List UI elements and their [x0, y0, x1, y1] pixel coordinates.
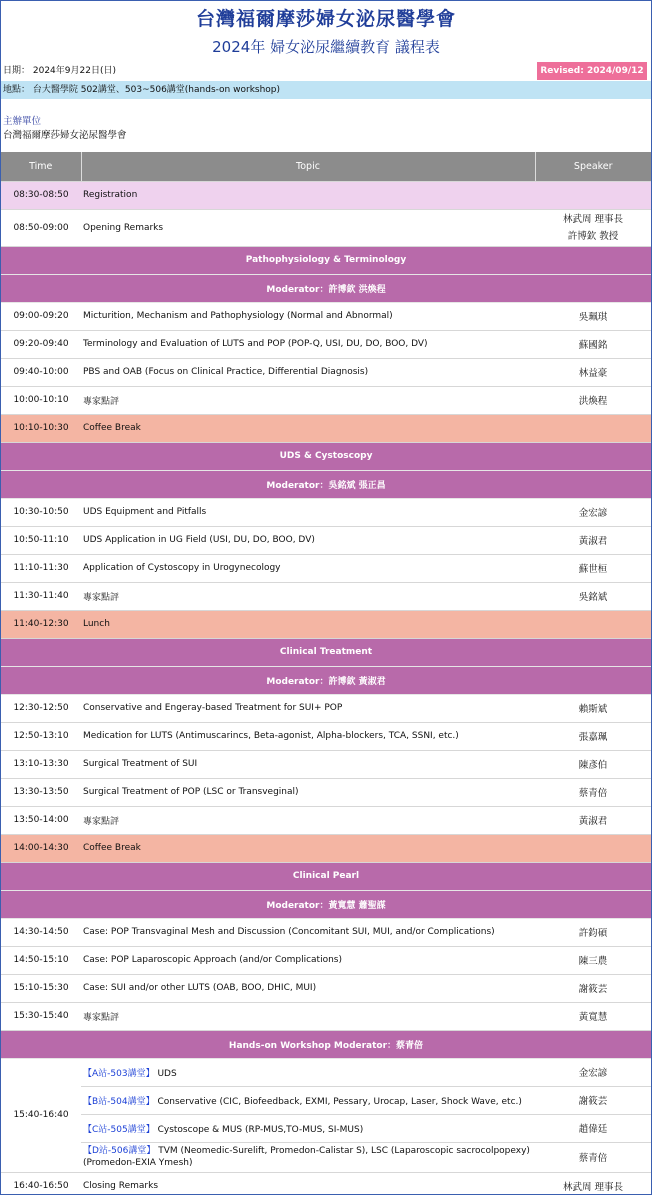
workshop-row: 【C站-505講堂】 Cystoscope & MUS (RP-MUS,TO-MUS, SI-MUS) 趙偉廷 [1, 1114, 651, 1142]
table-row: 10:50-11:10 UDS Application in UG Field (USI, DU, DO, BOO, DV) 黃淑君 [1, 526, 651, 554]
workshop-row: 【B站-504講堂】 Conservative (CIC, Biofeedback, EXMI, Pessary, Urocap, Laser, Shock Wave, etc.) 謝筱芸 [1, 1086, 651, 1114]
lunch-row: 11:40-12:30 Lunch [1, 610, 651, 638]
page-title: 台灣福爾摩莎婦女泌尿醫學會 [195, 8, 456, 30]
row-time: 08:50-09:00 [1, 209, 81, 246]
location-text: 地點： 台大醫學院 502講堂、503~506講堂(hands-on workshop) [3, 85, 281, 95]
table-row: 09:20-09:40 Terminology and Evaluation of LUTS and POP (POP-Q, USI, DU, DO, BOO, DV) 蘇國銘 [1, 330, 651, 358]
speaker-line: 林武周 理事長 [562, 213, 624, 225]
schedule-table [1, 152, 651, 1195]
row-topic: Opening Remarks [81, 209, 535, 246]
section-header: Clinical Pearl [1, 862, 651, 890]
row-time: 08:30-08:50 [1, 181, 81, 209]
station-code: 【A站-503講堂】 [83, 1068, 155, 1079]
organizer-name: 台灣福爾摩莎婦女泌尿醫學會 [3, 130, 127, 141]
revised-badge: Revised: 2024/09/12 [537, 62, 647, 80]
break-row: 14:00-14:30 Coffee Break [1, 834, 651, 862]
table-row [1, 181, 651, 209]
moderator-row: Moderator：黃寬慧 蕭聖謀 [1, 890, 651, 918]
row-topic: Registration [81, 181, 535, 209]
date-row [1, 62, 651, 80]
table-row: 15:10-15:30 Case: SUI and/or other LUTS (OAB, BOO, DHIC, MUI) 謝筱芸 [1, 974, 651, 1002]
table-row [1, 209, 651, 246]
table-row: 09:40-10:00 PBS and OAB (Focus on Clinical Practice, Differential Diagnosis) 林益豪 [1, 358, 651, 386]
location-row [1, 81, 651, 99]
station-code: 【B站-504講堂】 [83, 1096, 155, 1107]
moderator-row: Moderator：許博欽 洪煥程 [1, 274, 651, 302]
speaker-line: 許博欽 教授 [567, 230, 619, 242]
header-speaker: Speaker [535, 152, 651, 181]
table-row: 10:00-10:10 專家點評 洪煥程 [1, 386, 651, 414]
closing-row: 16:40-16:50 Closing Remarks 林武周 理事長 [1, 1172, 651, 1195]
row-speaker [535, 209, 651, 246]
table-row: 13:50-14:00 專家點評 黃淑君 [1, 806, 651, 834]
table-row: 10:30-10:50 UDS Equipment and Pitfalls 金宏諺 [1, 498, 651, 526]
page-subtitle: 2024年 婦女泌尿繼續教育 議程表 [212, 38, 440, 56]
workshop-row: 15:40-16:40 【A站-503講堂】 UDS 金宏諺 [1, 1058, 651, 1086]
section-header: UDS & Cystoscopy [1, 442, 651, 470]
workshop-topic: 【C站-505講堂】 Cystoscope & MUS (RP-MUS,TO-MUS, SI-MUS) [81, 1114, 535, 1142]
section-header: Clinical Treatment [1, 638, 651, 666]
table-row: 11:30-11:40 專家點評 吳銘斌 [1, 582, 651, 610]
table-row: 15:30-15:40 專家點評 黃寬慧 [1, 1002, 651, 1030]
table-row: 13:10-13:30 Surgical Treatment of SUI 陳彥伯 [1, 750, 651, 778]
station-code: 【D站-506講堂】 [83, 1146, 156, 1156]
table-row: 13:30-13:50 Surgical Treatment of POP (LSC or Transveginal) 蔡青倍 [1, 778, 651, 806]
table-row: 14:50-15:10 Case: POP Laparoscopic Approach (and/or Complications) 陳三農 [1, 946, 651, 974]
table-row: 12:30-12:50 Conservative and Engeray-based Treatment for SUI+ POP 賴斯斌 [1, 694, 651, 722]
section-header: Hands-on Workshop Moderator：蔡青倍 [1, 1030, 651, 1058]
date-text: 日期： 2024年9月22日(日) [3, 66, 116, 76]
header-topic: Topic [81, 152, 535, 181]
header-time: Time [1, 152, 81, 181]
section-header: Pathophysiology & Terminology [1, 246, 651, 274]
workshop-time: 15:40-16:40 [1, 1058, 81, 1172]
moderator-row: Moderator：吳銘斌 張正昌 [1, 470, 651, 498]
workshop-topic: 【A站-503講堂】 UDS [81, 1058, 535, 1086]
station-code: 【C站-505講堂】 [83, 1124, 155, 1135]
break-row: 10:10-10:30 Coffee Break [1, 414, 651, 442]
table-row: 09:00-09:20 Micturition, Mechanism and Pathophysiology (Normal and Abnormal) 吳珮琪 [1, 302, 651, 330]
organizer-label: 主辦單位 [3, 116, 42, 127]
table-row: 12:50-13:10 Medication for LUTS (Antimuscarincs, Beta-agonist, Alpha-blockers, TCA, SSNI, etc.) 張嘉珮 [1, 722, 651, 750]
moderator-row: Moderator：許博欽 黃淑君 [1, 666, 651, 694]
table-row: 11:10-11:30 Application of Cystoscopy in Urogynecology 蘇世桓 [1, 554, 651, 582]
table-row: 14:30-14:50 Case: POP Transvaginal Mesh and Discussion (Concomitant SUI, MUI, and/or Complications) 許鈞碩 [1, 918, 651, 946]
workshop-topic: 【D站-506講堂】 TVM (Neomedic-Surelift, Promedon-Calistar S), LSC (Laparoscopic sacrocolpopexy) (Promedon-EXIA Ymesh) [81, 1142, 535, 1172]
workshop-row: 【D站-506講堂】 TVM (Neomedic-Surelift, Promedon-Calistar S), LSC (Laparoscopic sacrocolpopexy) (Promedon-EXIA Ymesh) 蔡青倍 [1, 1142, 651, 1172]
workshop-topic: 【B站-504講堂】 Conservative (CIC, Biofeedback, EXMI, Pessary, Urocap, Laser, Shock Wave, etc.) [81, 1086, 535, 1114]
